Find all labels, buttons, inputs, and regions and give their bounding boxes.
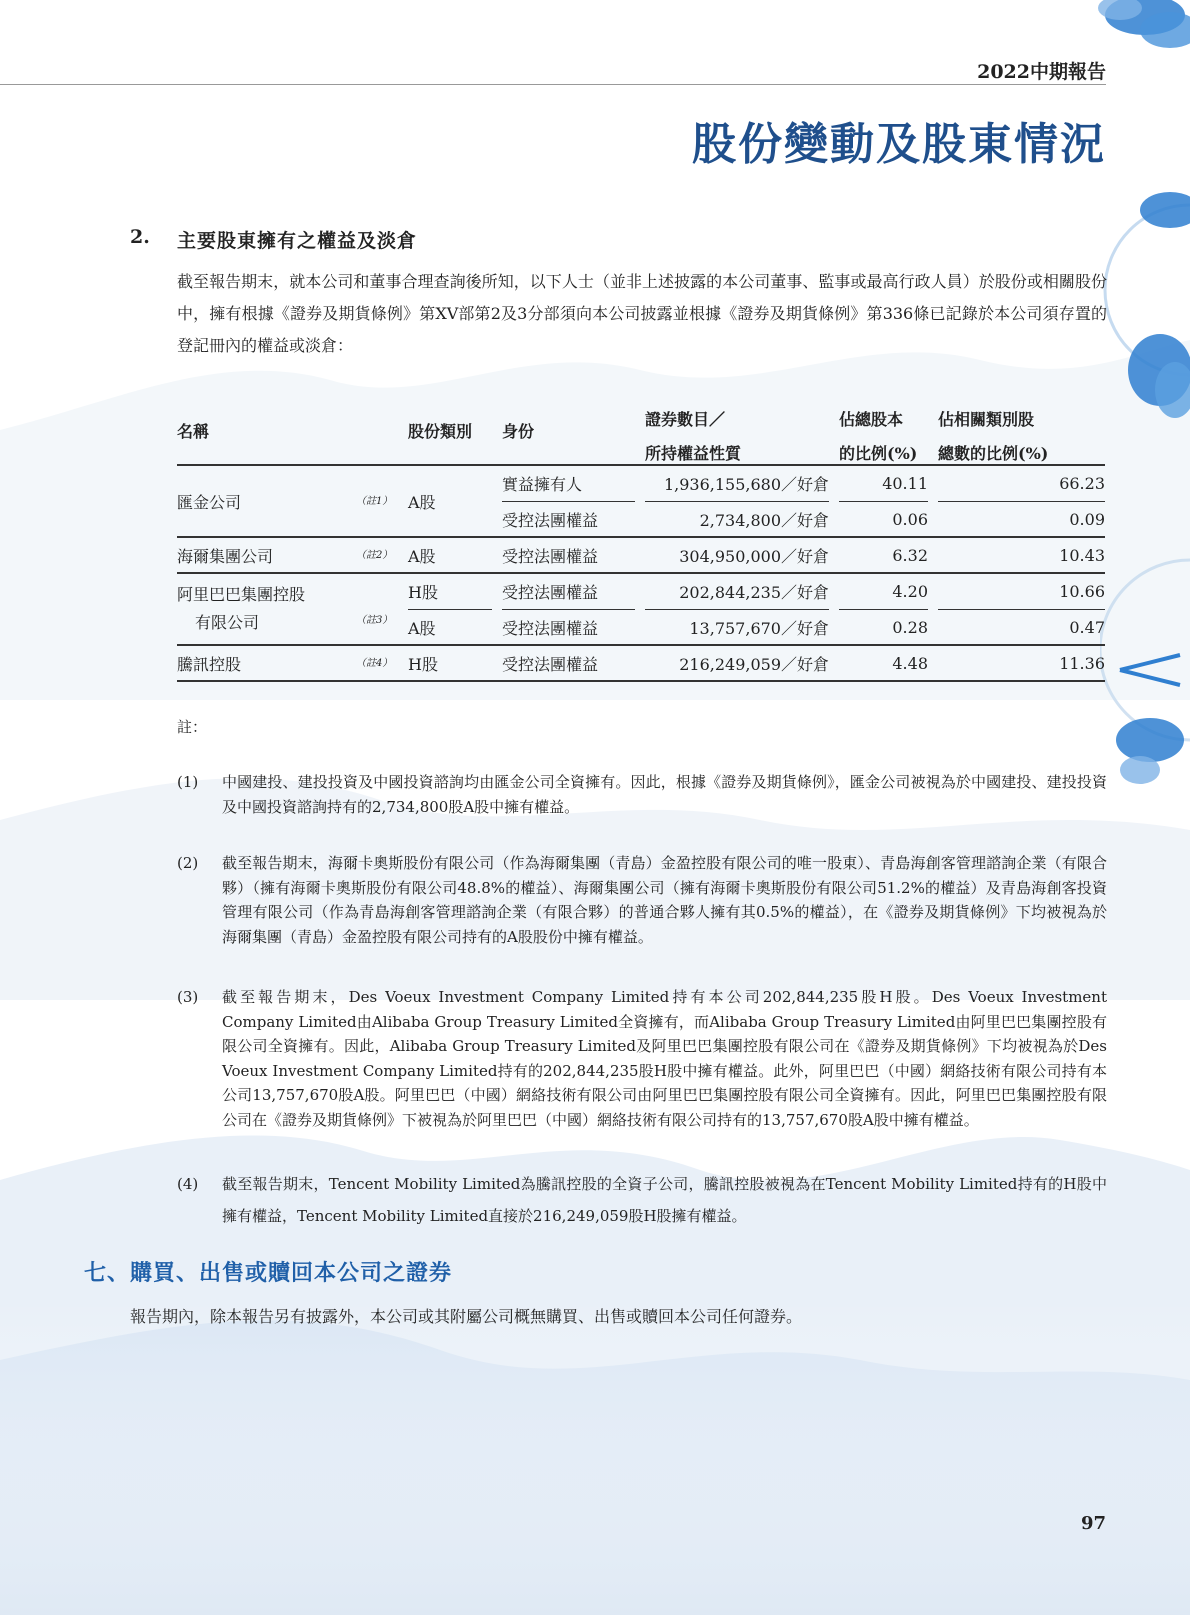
capacity: 受控法團權益: [502, 502, 635, 538]
note-item: [177, 985, 1107, 1132]
pct-total: 6.32: [839, 538, 928, 574]
pct-class: 11.36: [938, 646, 1105, 682]
holder-name: 阿里巴巴集團控股 有限公司 （註3）: [177, 574, 398, 646]
note-index: (4): [177, 1175, 199, 1193]
note-text: 截至報告期末，Des Voeux Investment Company Limited持有本公司202,844,235股H股。Des Voeux Investment Company Limited由Alibaba Group Treasury Limited全資擁有，而Alibaba Group Treasury Limited由阿里巴巴集團控股有限公司全資擁有。因此，Alibaba Group Treasury Limited及阿里巴巴集團控股有限公司在《證券及期貨條例》下均被視為於Des Voeux Investment Company Limited持有的202,844,235股H股中擁有權益。此外，阿里巴巴（中國）網絡技術有限公司持有本公司13,757,670股A股。阿里巴巴（中國）網絡技術有限公司由阿里巴巴集團控股有限公司全資擁有。因此，阿里巴巴集團控股有限公司在《證券及期貨條例》下被視為於阿里巴巴（中國）網絡技術有限公司持有的13,757,670股A股中擁有權益。: [222, 988, 1107, 1129]
shares: 216,249,059／好倉: [645, 646, 829, 682]
header-shares-line1: 證券數目／: [645, 410, 726, 429]
pct-total: 4.48: [839, 646, 928, 682]
note-index: (2): [177, 854, 199, 872]
page-title: 股份變動及股東情況: [692, 119, 1106, 170]
note-item: [177, 770, 1107, 819]
table-row: [177, 646, 1105, 682]
note-item: [177, 1168, 1107, 1232]
header-pct-class-line2: 總數的比例(%): [938, 430, 1105, 466]
note-text: 截至報告期末，Tencent Mobility Limited為騰訊控股的全資子公司，騰訊控股被視為在Tencent Mobility Limited持有的H股中擁有權益，Tencent Mobility Limited直接於216,249,059股H股擁有權益。: [222, 1175, 1107, 1225]
holder-name: 騰訊控股 （註4）: [177, 646, 398, 682]
section-intro: 截至報告期末，就本公司和董事合理查詢後所知，以下人士（並非上述披露的本公司董事、監事或最高行政人員）於股份或相關股份中，擁有根據《證券及期貨條例》第XV部第2及3分部須向本公司披露並根據《證券及期貨條例》第336條已記錄於本公司須存置的登記冊內的權益或淡倉：: [177, 272, 1107, 355]
header-share-class: 股份類別: [408, 396, 492, 466]
note-index: (3): [177, 988, 199, 1006]
note-marker: （註1）: [356, 495, 393, 507]
note-marker: （註4）: [356, 657, 393, 669]
capacity: 受控法團權益: [502, 646, 635, 682]
pct-total: 0.06: [839, 502, 928, 538]
capacity: 受控法團權益: [502, 574, 635, 610]
share-class: A股: [408, 610, 492, 646]
note-marker: （註2）: [356, 549, 393, 561]
pct-class: 66.23: [938, 466, 1105, 502]
share-class: A股: [408, 466, 492, 538]
shares: 1,936,155,680／好倉: [645, 466, 829, 502]
header-shares-line2: 所持權益性質: [645, 430, 829, 466]
shares: 13,757,670／好倉: [645, 610, 829, 646]
header-name: 名稱: [177, 396, 398, 466]
header-pct-class-line1: 佔相關類別股: [938, 410, 1035, 429]
shares: 202,844,235／好倉: [645, 574, 829, 610]
capacity: 受控法團權益: [502, 538, 635, 574]
pct-total: 0.28: [839, 610, 928, 646]
share-class: H股: [408, 646, 492, 682]
header-capacity: 身份: [502, 396, 635, 466]
header-pct-total-line1: 佔總股本: [839, 410, 904, 429]
header-pct-total-line2: 的比例(%): [839, 430, 928, 466]
note-index: (1): [177, 773, 199, 791]
note-item: [177, 851, 1107, 949]
pct-total: 4.20: [839, 574, 928, 610]
note-text: 中國建投、建投投資及中國投資諮詢均由匯金公司全資擁有。因此，根據《證券及期貨條例》，匯金公司被視為於中國建投、建投投資及中國投資諮詢持有的2,734,800股A股中擁有權益。: [222, 773, 1107, 816]
section-7-title: 七、購買、出售或贖回本公司之證券: [84, 1260, 453, 1286]
holder-name: 海爾集團公司 （註2）: [177, 538, 398, 574]
capacity: 實益擁有人: [502, 466, 635, 502]
pct-class: 10.43: [938, 538, 1105, 574]
section-7-body: 報告期內，除本報告另有披露外，本公司或其附屬公司概無購買、出售或贖回本公司任何證券。: [130, 1307, 803, 1326]
pct-class: 10.66: [938, 574, 1105, 610]
pct-total: 40.11: [839, 466, 928, 502]
note-marker: （註3）: [356, 615, 393, 626]
capacity: 受控法團權益: [502, 610, 635, 646]
table-row: [177, 538, 1105, 574]
section-title: 主要股東擁有之權益及淡倉: [177, 230, 418, 252]
pct-class: 0.09: [938, 502, 1105, 538]
section-number: 2.: [130, 226, 150, 248]
shares: 304,950,000／好倉: [645, 538, 829, 574]
table-row: [177, 466, 1105, 502]
holder-name: 匯金公司 （註1）: [177, 466, 398, 538]
share-class: A股: [408, 538, 492, 574]
table-row: [177, 574, 1105, 610]
page-number: 97: [1080, 1513, 1106, 1534]
table-header-row: [177, 396, 1105, 430]
share-class: H股: [408, 574, 492, 610]
report-label: 2022中期報告: [977, 61, 1106, 83]
shareholders-table: [177, 396, 1105, 682]
pct-class: 0.47: [938, 610, 1105, 646]
notes-heading: 註：: [177, 718, 208, 736]
shares: 2,734,800／好倉: [645, 502, 829, 538]
note-text: 截至報告期末，海爾卡奧斯股份有限公司（作為海爾集團（青島）金盈控股有限公司的唯一股東）、青島海創客管理諮詢企業（有限合夥）（擁有海爾卡奧斯股份有限公司48.8%的權益）、海爾集團公司（擁有海爾卡奧斯股份有限公司51.2%的權益）及青島海創客投資管理有限公司（作為青島海創客管理諮詢企業（有限合夥）的普通合夥人擁有其0.5%的權益），在《證券及期貨條例》下均被視為於海爾集團（青島）金盈控股有限公司持有的A股股份中擁有權益。: [222, 854, 1107, 946]
header-rule: [0, 84, 1106, 85]
